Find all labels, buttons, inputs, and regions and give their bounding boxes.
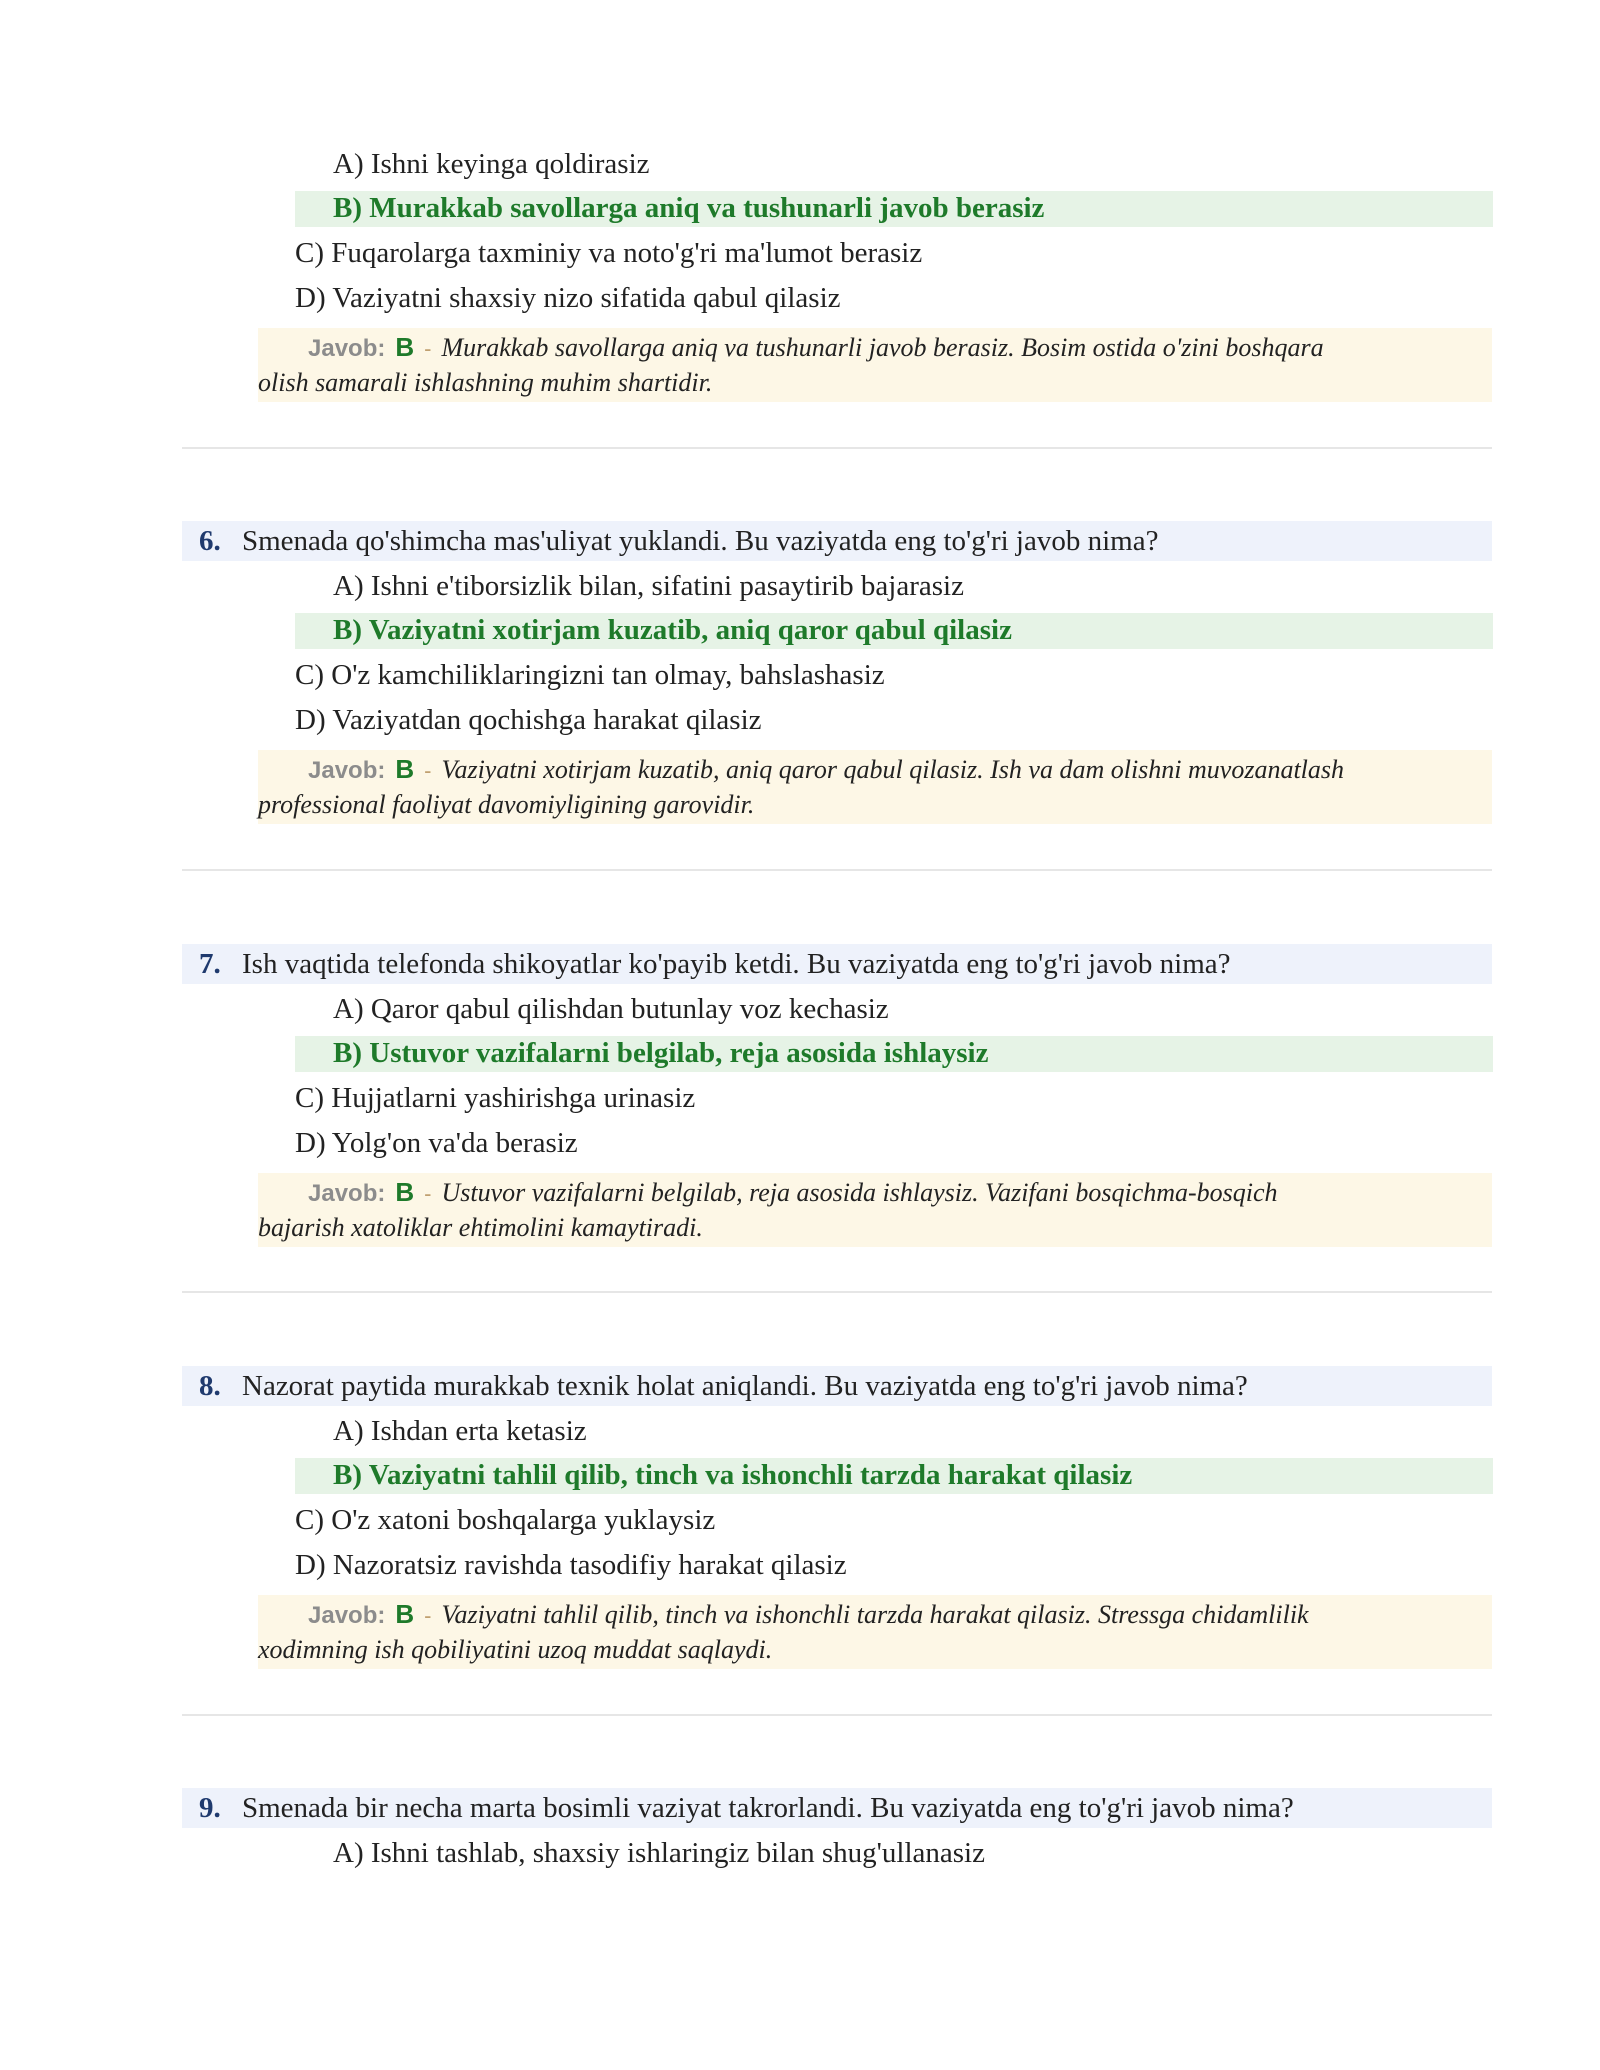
option-b-label: B) Vaziyatni tahlil qilib, tinch va ishonchli tarzda harakat qilasiz: [333, 1459, 1133, 1491]
question-text: Smenada qo'shimcha mas'uliyat yuklandi. Bu vaziyatda eng to'g'ri javob nima?: [242, 525, 1159, 557]
answer-label: Javob:: [308, 335, 386, 362]
question-number: 7.: [199, 948, 221, 980]
option-a: A) Ishni tashlab, shaxsiy ishlaringiz bilan shug'ullanasiz: [333, 1837, 985, 1869]
option-d: D) Nazoratsiz ravishda tasodifiy harakat qilasiz: [295, 1549, 847, 1581]
answer-letter: B: [395, 332, 415, 362]
option-b-label: B) Vaziyatni xotirjam kuzatib, aniq qaror qabul qilasiz: [333, 614, 1012, 646]
answer-explanation: Vaziyatni xotirjam kuzatib, aniq qaror qabul qilasiz. Ish va dam olishni muvozanatlash: [441, 755, 1345, 784]
answer-explanation-cont: professional faoliyat davomiyligining garovidir.: [258, 790, 755, 819]
question-header: [182, 1366, 1492, 1406]
option-b-correct: [295, 1458, 1493, 1494]
option-a: A) Qaror qabul qilishdan butunlay voz kechasiz: [333, 993, 889, 1025]
answer-letter: B: [395, 1177, 415, 1207]
question-text: Ish vaqtida telefonda shikoyatlar ko'payib ketdi. Bu vaziyatda eng to'g'ri javob nima?: [242, 948, 1231, 980]
divider: [182, 1714, 1492, 1716]
answer-label: Javob:: [308, 1180, 386, 1207]
option-b-correct: [295, 613, 1493, 649]
answer-explanation-cont: bajarish xatoliklar ehtimolini kamaytiradi.: [258, 1213, 703, 1242]
answer-explanation: Vaziyatni tahlil qilib, tinch va ishonchli tarzda harakat qilasiz. Stressga chidamlilik: [441, 1600, 1309, 1629]
option-c: C) Fuqarolarga taxminiy va noto'g'ri ma'lumot berasiz: [295, 237, 923, 269]
question-text: Smenada bir necha marta bosimli vaziyat takrorlandi. Bu vaziyatda eng to'g'ri javob nima?: [242, 1792, 1294, 1824]
question-text: Nazorat paytida murakkab texnik holat aniqlandi. Bu vaziyatda eng to'g'ri javob nima?: [242, 1370, 1248, 1402]
question-number: 8.: [199, 1370, 221, 1402]
question-number: 9.: [199, 1792, 221, 1824]
answer-box: [258, 1595, 1492, 1669]
option-b-label: B) Ustuvor vazifalarni belgilab, reja asosida ishlaysiz: [333, 1037, 989, 1069]
option-b-label: B) Murakkab savollarga aniq va tushunarli javob berasiz: [333, 192, 1045, 224]
option-a: A) Ishni e'tiborsizlik bilan, sifatini pasaytirib bajarasiz: [333, 570, 964, 602]
divider: [182, 447, 1492, 449]
answer-explanation-cont: xodimning ish qobiliyatini uzoq muddat saqlaydi.: [258, 1635, 773, 1664]
option-b-correct: [295, 1036, 1493, 1072]
question-header: [182, 944, 1492, 984]
answer-label: Javob:: [308, 1602, 386, 1629]
answer-explanation-cont: olish samarali ishlashning muhim shartidir.: [258, 368, 713, 397]
answer-box: [258, 328, 1492, 402]
option-c: C) O'z kamchiliklaringizni tan olmay, bahslashasiz: [295, 659, 885, 691]
question-header: [182, 521, 1492, 561]
answer-dash: -: [424, 758, 432, 783]
option-d: D) Vaziyatdan qochishga harakat qilasiz: [295, 704, 762, 736]
answer-dash: -: [424, 1603, 432, 1628]
question-number: 6.: [199, 525, 221, 557]
option-d: D) Yolg'on va'da berasiz: [295, 1127, 578, 1159]
question-header: [182, 1788, 1492, 1828]
answer-explanation: Ustuvor vazifalarni belgilab, reja asosida ishlaysiz. Vazifani bosqichma-bosqich: [441, 1178, 1278, 1207]
answer-label: Javob:: [308, 757, 386, 784]
option-c: C) Hujjatlarni yashirishga urinasiz: [295, 1082, 696, 1114]
answer-box: [258, 1173, 1492, 1247]
option-a: A) Ishdan erta ketasiz: [333, 1415, 587, 1447]
answer-box: [258, 750, 1492, 824]
answer-letter: B: [395, 754, 415, 784]
option-d: D) Vaziyatni shaxsiy nizo sifatida qabul qilasiz: [295, 282, 841, 314]
answer-explanation: Murakkab savollarga aniq va tushunarli javob berasiz. Bosim ostida o'zini boshqara: [441, 333, 1324, 362]
option-c: C) O'z xatoni boshqalarga yuklaysiz: [295, 1504, 716, 1536]
option-a: A) Ishni keyinga qoldirasiz: [333, 148, 650, 180]
answer-letter: B: [395, 1599, 415, 1629]
divider: [182, 869, 1492, 871]
answer-dash: -: [424, 336, 432, 361]
answer-dash: -: [424, 1181, 432, 1206]
option-b-correct: [295, 191, 1493, 227]
divider: [182, 1291, 1492, 1293]
